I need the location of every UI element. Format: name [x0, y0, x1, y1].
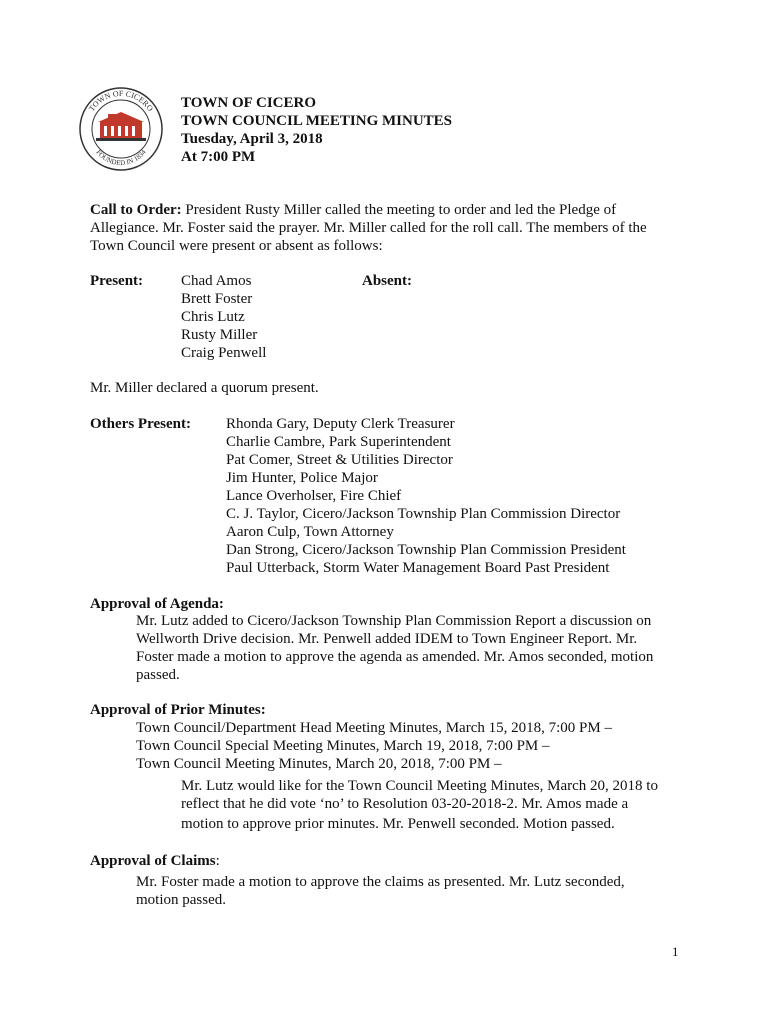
claims-line: Mr. Foster made a motion to approve the claims as presented. Mr. Lutz seconded, — [136, 874, 625, 890]
others-present-item: C. J. Taylor, Cicero/Jackson Township Plan Commission Director — [226, 506, 621, 522]
present-member: Chad Amos — [181, 273, 252, 289]
call-to-order-line3: Town Council were present or absent as follows: — [90, 238, 383, 254]
seal-bottom-text: FOUNDED IN 1834 — [94, 148, 148, 168]
present-member: Craig Penwell — [181, 345, 267, 361]
svg-text:TOWN OF CICERO — [87, 89, 155, 113]
header-town: TOWN OF CICERO — [181, 95, 317, 111]
others-present-item: Paul Utterback, Storm Water Management Board Past President — [226, 560, 610, 576]
call-to-order-label: Call to Order: — [90, 202, 182, 218]
others-present-item: Lance Overholser, Fire Chief — [226, 488, 402, 504]
prior-minutes-heading: Approval of Prior Minutes: — [90, 702, 266, 718]
others-present-item: Charlie Cambre, Park Superintendent — [226, 434, 451, 450]
building-icon — [96, 112, 146, 141]
prior-minutes-item: Town Council/Department Head Meeting Minutes, March 15, 2018, 7:00 PM – — [136, 720, 612, 736]
others-present-label: Others Present: — [90, 416, 191, 432]
agenda-line: Mr. Lutz added to Cicero/Jackson Township Plan Commission Report a discussion on — [136, 613, 652, 629]
page-number: 1 — [672, 944, 679, 959]
prior-minutes-item: Town Council Special Meeting Minutes, March 19, 2018, 7:00 PM – — [136, 738, 550, 754]
town-seal — [78, 86, 164, 172]
prior-minutes-item: Town Council Meeting Minutes, March 20, 2018, 7:00 PM – — [136, 756, 502, 772]
agenda-line: Foster made a motion to approve the agenda as amended. Mr. Amos seconded, motion — [136, 649, 654, 665]
claims-heading-line: Approval of Claims: — [90, 853, 220, 869]
present-label: Present: — [90, 273, 144, 289]
agenda-heading: Approval of Agenda: — [90, 596, 224, 612]
prior-minutes-note: motion to approve prior minutes. Mr. Penwell seconded. Motion passed. — [181, 816, 615, 832]
header-title: TOWN COUNCIL MEETING MINUTES — [181, 113, 453, 129]
present-member: Chris Lutz — [181, 309, 245, 325]
claims-heading: Approval of Claims — [90, 853, 216, 869]
seal-top-text: TOWN OF CICERO — [87, 88, 155, 113]
agenda-line: passed. — [136, 667, 180, 683]
call-to-order-line2: Allegiance. Mr. Foster said the prayer. Mr. Miller called for the roll call. The members of the — [90, 220, 647, 236]
others-present-item: Pat Comer, Street & Utilities Director — [226, 452, 453, 468]
absent-label: Absent: — [362, 273, 413, 289]
header-date: Tuesday, April 3, 2018 — [181, 131, 323, 147]
prior-minutes-note: reflect that he did vote ‘no’ to Resolution 03-20-2018-2. Mr. Amos made a — [181, 796, 629, 812]
present-member: Rusty Miller — [181, 327, 258, 343]
others-present-item: Rhonda Gary, Deputy Clerk Treasurer — [226, 416, 455, 432]
quorum-statement: Mr. Miller declared a quorum present. — [90, 380, 319, 396]
others-present-item: Aaron Culp, Town Attorney — [226, 524, 394, 540]
call-to-order-line1: Call to Order: President Rusty Miller called the meeting to order and led the Pledge of — [90, 202, 617, 218]
prior-minutes-note: Mr. Lutz would like for the Town Council Meeting Minutes, March 20, 2018 to — [181, 778, 658, 794]
present-member: Brett Foster — [181, 291, 253, 307]
others-present-item: Jim Hunter, Police Major — [226, 470, 378, 486]
header-time: At 7:00 PM — [181, 149, 256, 165]
agenda-line: Wellworth Drive decision. Mr. Penwell added IDEM to Town Engineer Report. Mr. — [136, 631, 638, 647]
claims-line: motion passed. — [136, 892, 226, 908]
others-present-item: Dan Strong, Cicero/Jackson Township Plan Commission President — [226, 542, 626, 558]
